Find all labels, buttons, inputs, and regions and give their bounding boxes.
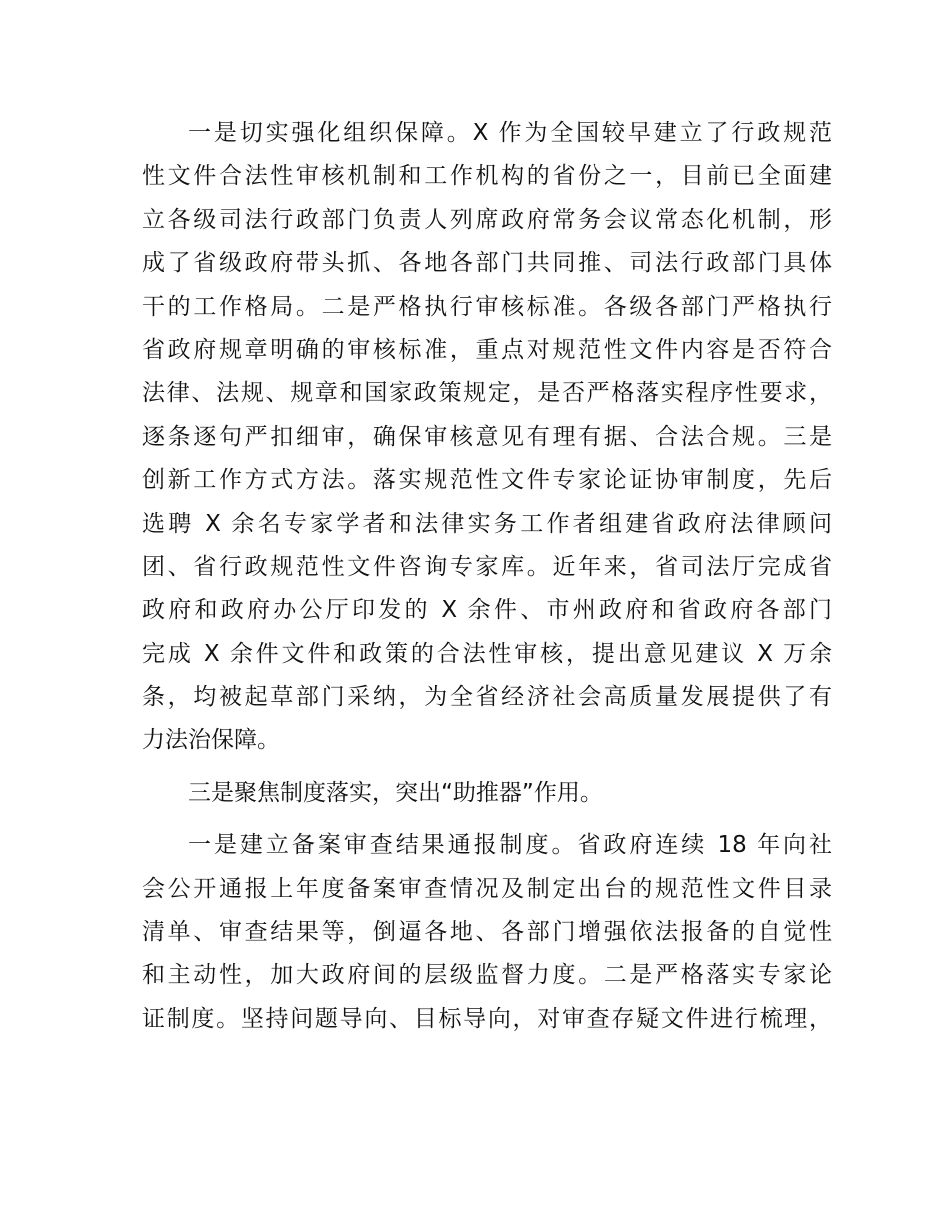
text-line: 立各级司法行政部门负责人列席政府常务会议常态化机制，形 xyxy=(142,206,832,233)
text-line: 力法治保障。 xyxy=(142,727,280,754)
text-line: 会公开通报上年度备案审查情况及制定出台的规范性文件目录 xyxy=(142,875,832,902)
paragraph-spacer xyxy=(142,763,832,772)
text-line: 条，均被起草部门采纳，为全省经济社会高质量发展提供了有 xyxy=(142,684,832,711)
text-line: 和主动性，加大政府间的层级监督力度。二是严格落实专家论 xyxy=(142,962,832,989)
paragraph-heading-system-implementation xyxy=(142,772,832,815)
paragraph-organization-guarantee xyxy=(142,112,832,763)
document-page xyxy=(142,112,832,1041)
section-heading-line: 三是聚焦制度落实，突出“助推器”作用。 xyxy=(188,779,603,806)
paragraph-spacer xyxy=(142,815,832,824)
text-line: 政府和政府办公厅印发的 X 余件、市州政府和省政府各部门 xyxy=(142,597,832,624)
text-line: 省政府规章明确的审核标准，重点对规范性文件内容是否符合 xyxy=(142,336,832,363)
text-line: 证制度。坚持问题导向、目标导向，对审查存疑文件进行梳理， xyxy=(142,1005,832,1032)
text-line: 一是切实强化组织保障。X 作为全国较早建立了行政规范 xyxy=(188,120,832,146)
text-line: 性文件合法性审核机制和工作机构的省份之一，目前已全面建 xyxy=(142,163,832,190)
text-line: 一是建立备案审查结果通报制度。省政府连续 18 年向社 xyxy=(188,832,832,859)
text-line: 团、省行政规范性文件咨询专家库。近年来，省司法厅完成省 xyxy=(142,553,832,580)
text-line: 干的工作格局。二是严格执行审核标准。各级各部门严格执行 xyxy=(142,293,832,320)
text-line: 成了省级政府带头抓、各地各部门共同推、司法行政部门具体 xyxy=(142,250,832,277)
text-line: 创新工作方式方法。落实规范性文件专家论证协审制度，先后 xyxy=(142,467,832,494)
text-line: 选聘 X 余名专家学者和法律实务工作者组建省政府法律顾问 xyxy=(142,510,832,537)
text-line: 法律、法规、规章和国家政策规定，是否严格落实程序性要求， xyxy=(142,380,832,407)
paragraph-filing-review xyxy=(142,824,832,1041)
text-line: 逐条逐句严扣细审，确保审核意见有理有据、合法合规。三是 xyxy=(142,423,832,450)
text-line: 完成 X 余件文件和政策的合法性审核，提出意见建议 X 万余 xyxy=(142,640,832,667)
text-line: 清单、审查结果等，倒逼各地、各部门增强依法报备的自觉性 xyxy=(142,919,832,946)
